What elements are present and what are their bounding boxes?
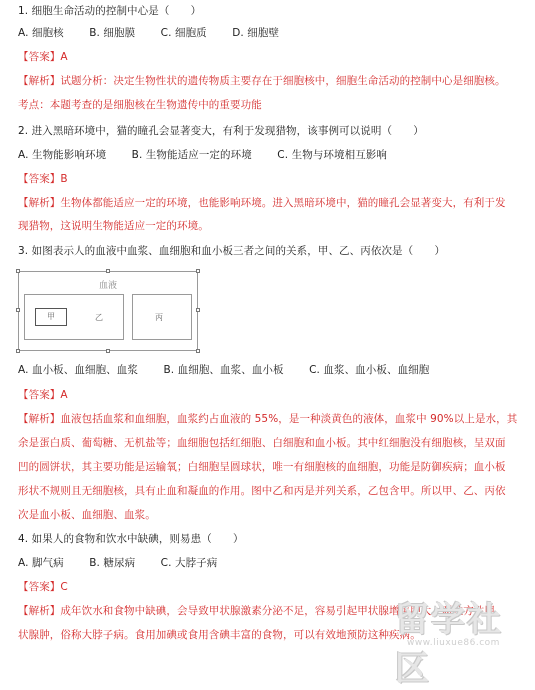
q1-stem: 1. 细胞生命活动的控制中心是（ ）: [18, 5, 202, 17]
diagram-box-jia: 甲: [35, 308, 67, 326]
q4-analysis-line2: 状腺肿，俗称大脖子病。食用加碘或食用含碘丰富的食物，可以有效地预防这种疾病。: [18, 629, 421, 641]
q3-option-b: B. 血细胞、血浆、血小板: [163, 364, 284, 376]
q1-option-a: A. 细胞核: [18, 27, 64, 39]
q3-option-a: A. 血小板、血细胞、血浆: [18, 364, 138, 376]
q2-answer: 【答案】B: [18, 173, 68, 185]
q2-option-c: C. 生物与环境相互影响: [277, 149, 387, 161]
diagram-label-yi: 乙: [95, 313, 103, 322]
q1-option-d: D. 细胞壁: [232, 27, 280, 39]
q1-option-c: C. 细胞质: [160, 27, 207, 39]
q1-options: [18, 26, 301, 40]
q2-stem: 2. 进入黑暗环境中，猫的瞳孔会显著变大，有利于发现猎物，该事例可以说明（ ）: [18, 125, 424, 137]
q3-option-c: C. 血浆、血小板、血细胞: [309, 364, 430, 376]
resize-handle: [106, 349, 110, 353]
q4-answer: 【答案】C: [18, 581, 68, 593]
q2-options: [18, 148, 409, 162]
diagram-box-yi: [24, 294, 124, 340]
q4-option-b: B. 糖尿病: [89, 557, 136, 569]
diagram-box-bing: [132, 294, 192, 340]
q3-analysis-line4: 形状不规则且无细胞核，具有止血和凝血的作用。图中乙和丙是并列关系，乙包含甲。所以甲、乙、丙依: [18, 485, 506, 497]
q4-option-c: C. 大脖子病: [160, 557, 218, 569]
q2-option-b: B. 生物能适应一定的环境: [131, 149, 252, 161]
q3-answer: 【答案】A: [18, 389, 68, 401]
q3-analysis-line3: 凹的圆饼状，其主要功能是运输氧；白细胞呈圆球状，唯一有细胞核的血细胞，功能是防御疾病；血小板: [18, 461, 506, 473]
q3-options: [18, 363, 451, 377]
resize-handle: [16, 349, 20, 353]
q1-analysis-line2: 考点：本题考查的是细胞核在生物遗传中的重要功能: [18, 99, 262, 111]
site-watermark-logo: [385, 590, 535, 689]
q1-option-b: B. 细胞膜: [89, 27, 136, 39]
q3-analysis-line2: 余是蛋白质、葡萄糖、无机盐等；血细胞包括红细胞、白细胞和血小板。其中红细胞没有细胞核，呈双面: [18, 437, 506, 449]
q4-options: [18, 556, 239, 570]
q3-analysis-line1: 【解析】血液包括血浆和血细胞，血浆约占血液的 55%，是一种淡黄色的液体，血浆中 90%以上是水，其: [18, 413, 518, 425]
q1-analysis-line1: 【解析】试题分析：决定生物性状的遗传物质主要存在于细胞核中，细胞生命活动的控制中心是细胞核。: [18, 75, 506, 87]
q2-analysis-line1: 【解析】生物体都能适应一定的环境，也能影响环境。进入黑暗环境中，猫的瞳孔会显著变大，有利于发: [18, 197, 506, 209]
watermark-text: 留学社区: [395, 600, 503, 689]
diagram-label-bing: 丙: [155, 313, 163, 322]
watermark-url: www.liuxue86.com: [407, 638, 500, 648]
resize-handle: [16, 308, 20, 312]
q4-stem: 4. 如果人的食物和饮水中缺碘，则易患（ ）: [18, 533, 244, 545]
resize-handle: [196, 308, 200, 312]
resize-handle: [196, 349, 200, 353]
q2-analysis-line2: 现猎物，这说明生物能适应一定的环境。: [18, 220, 209, 232]
q1-answer: 【答案】A: [18, 51, 68, 63]
resize-handle: [196, 269, 200, 273]
blood-composition-diagram: [18, 271, 198, 351]
q3-stem: 3. 如图表示人的血液中血浆、血细胞和血小板三者之间的关系，甲、乙、丙依次是（ ）: [18, 245, 446, 257]
q2-option-a: A. 生物能影响环境: [18, 149, 107, 161]
q4-option-a: A. 脚气病: [18, 557, 64, 569]
resize-handle: [16, 269, 20, 273]
q3-analysis-line5: 次是血小板、血细胞、血浆。: [18, 509, 156, 521]
diagram-label-blood: 血液: [98, 281, 117, 291]
q4-analysis-line1: 【解析】成年饮水和食物中缺碘，会导致甲状腺激素分泌不足，容易引起甲状腺增生肿大，叫地方性甲: [18, 605, 495, 617]
resize-handle: [106, 269, 110, 273]
